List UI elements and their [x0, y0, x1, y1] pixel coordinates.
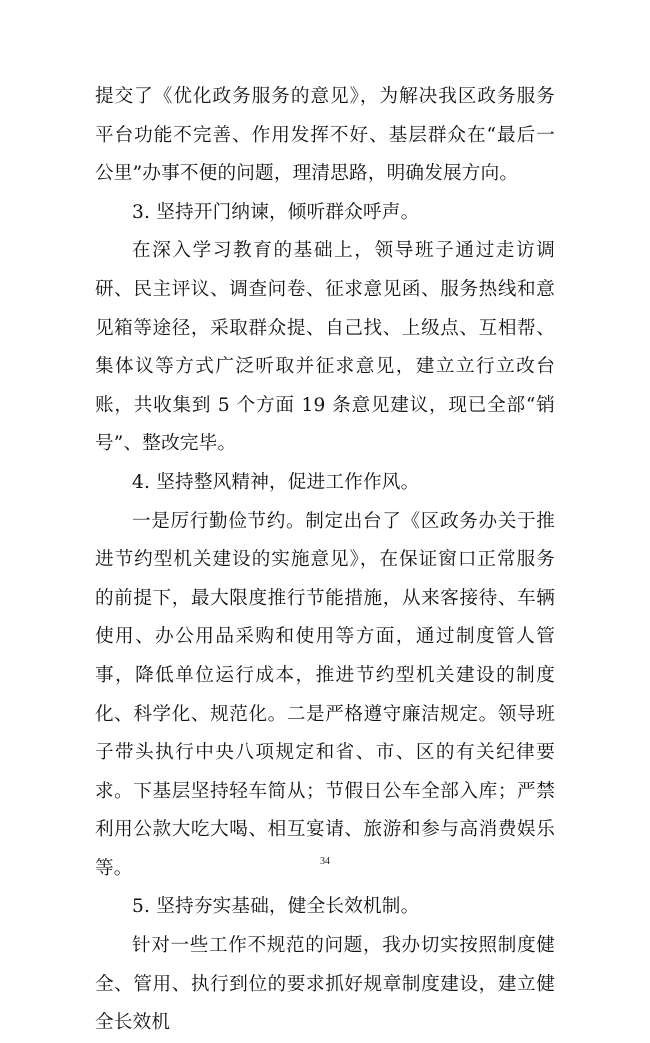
paragraph-continuation: 提交了《优化政务服务的意见》，为解决我区政务服务平台功能不完善、作用发挥不好、基层群众在“最后一公里”办事不便的问题，理清思路，明确发展方向。	[95, 86, 555, 185]
section-heading-3: 3. 坚持开门纳谏，倾听群众呼声。	[132, 201, 420, 223]
section-heading-4: 4. 坚持整风精神，促进工作作风。	[132, 471, 420, 493]
paragraph-section-4: 一是厉行勤俭节约。制定出台了《区政务办关于推进节约型机关建设的实施意见》，在保证窗口正常服务的前提下，最大限度推行节能措施，从来客接待、车辆使用、办公用品采购和使用等方面，通过制度管人管事，降低单位运行成本，推进节约型机关建设的制度化、科学化、规范化。二是严格遵守廉洁规定。领导班子带头执行中央八项规定和省、市、区的有关纪律要求。下基层坚持轻车简从；节假日公车全部入库；严禁利用公款大吃大喝、相互宴请、旅游和参与高消费娱乐等。	[95, 510, 555, 879]
paragraph-section-5: 针对一些工作不规范的问题，我办切实按照制度健全、管用、执行到位的要求抓好规章制度建设，建立健全长效机	[95, 935, 555, 1034]
document-body	[95, 78, 555, 1043]
paragraph-section-3: 在深入学习教育的基础上，领导班子通过走访调研、民主评议、调查问卷、征求意见函、服务热线和意见箱等途径，采取群众提、自己找、上级点、互相帮、集体议等方式广泛听取并征求意见，建立立行立改台账，共收集到 5 个方面 19 条意见建议，现已全部“销号”、整改完毕。	[95, 240, 555, 455]
section-heading-5: 5. 坚持夯实基础，健全长效机制。	[132, 896, 420, 918]
page-number: 34	[320, 856, 330, 867]
